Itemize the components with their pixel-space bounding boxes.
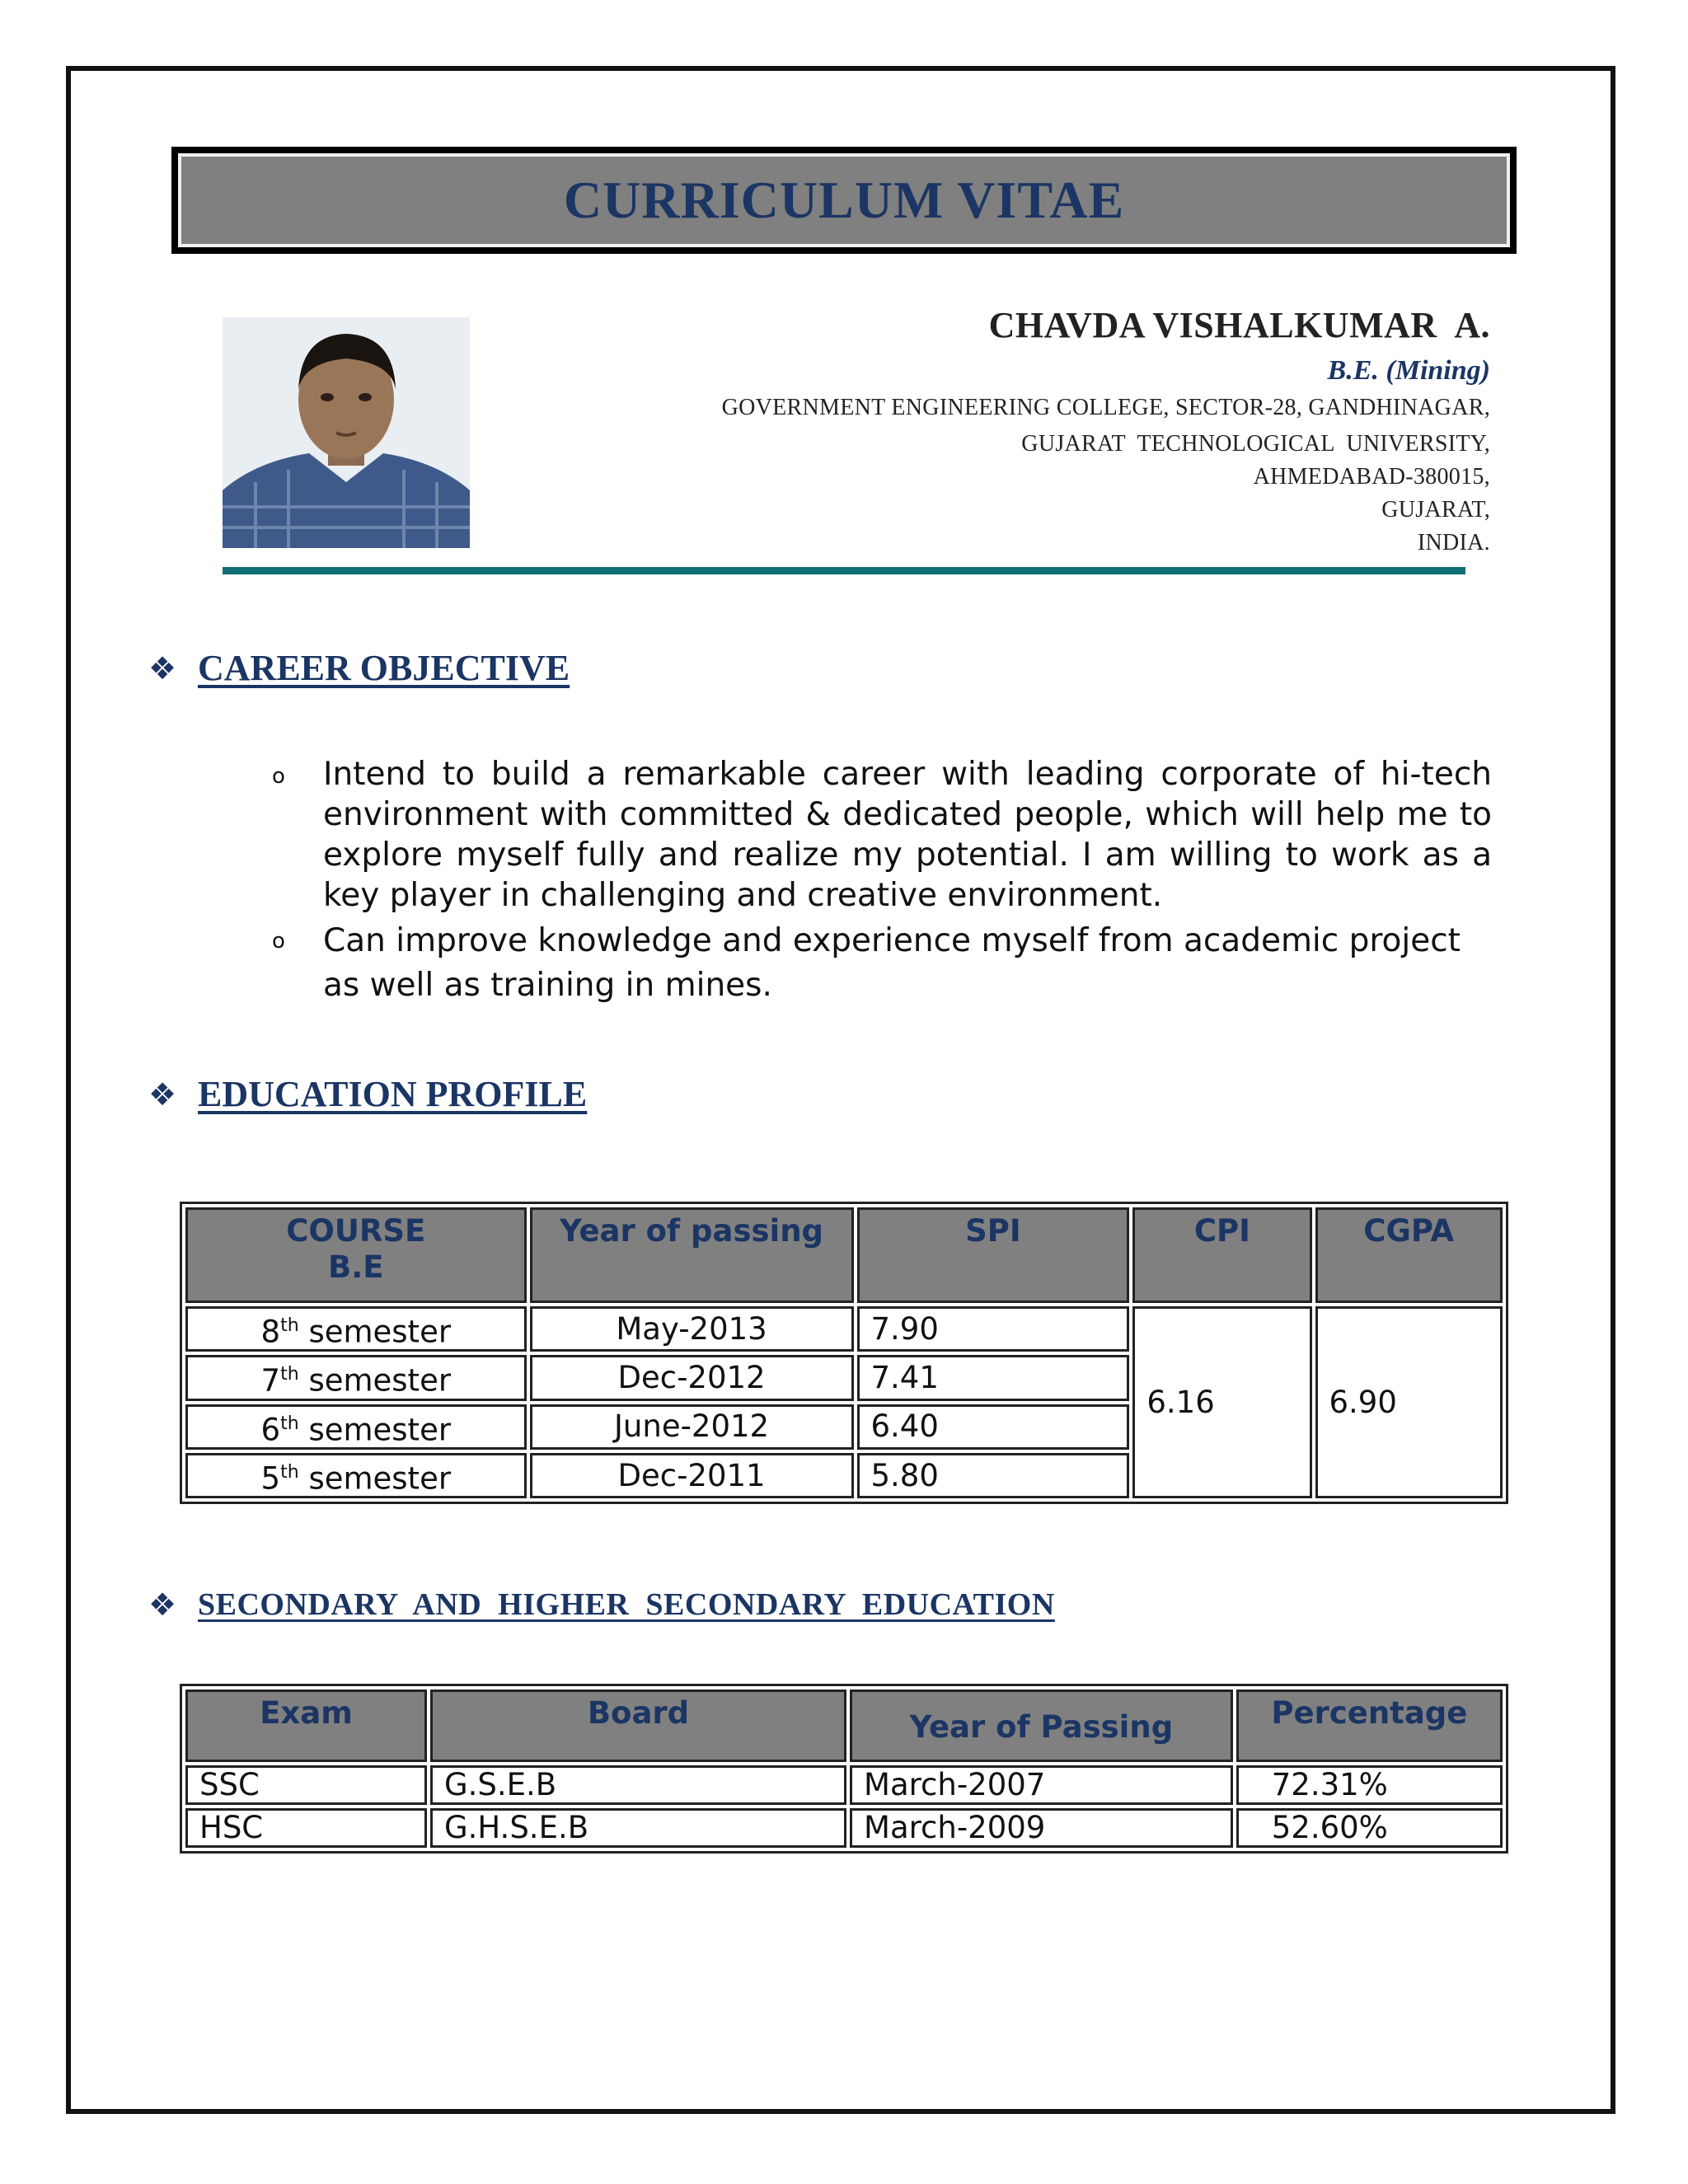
candidate-degree: B.E. (Mining) — [1327, 355, 1490, 386]
secondary-education-table — [180, 1684, 1508, 1854]
address-line: AHMEDABAD-380015, — [1253, 464, 1490, 490]
year-cell: Dec-2012 — [530, 1355, 854, 1400]
year-cell: Dec-2011 — [530, 1453, 854, 1498]
address-line: INDIA. — [1417, 530, 1490, 555]
column-header-percentage: Percentage — [1236, 1690, 1503, 1762]
semester-number: 7 — [260, 1362, 281, 1399]
semester-cell — [185, 1306, 527, 1352]
semester-number: 6 — [260, 1411, 281, 1447]
column-header-year: Year of Passing — [850, 1690, 1233, 1762]
semester-label: semester — [308, 1460, 452, 1497]
semester-label: semester — [308, 1314, 452, 1350]
cgpa-cell: 6.90 — [1315, 1306, 1503, 1498]
table-row — [185, 1306, 1503, 1352]
title-banner — [171, 147, 1517, 254]
table-header-row — [185, 1690, 1503, 1762]
spi-cell: 7.90 — [857, 1306, 1130, 1352]
year-cell: March-2007 — [850, 1765, 1233, 1805]
year-cell: May-2013 — [530, 1306, 854, 1352]
candidate-name: CHAVDA VISHALKUMAR A. — [988, 305, 1490, 345]
contact-block — [584, 301, 1490, 560]
column-header-text: COURSE — [286, 1213, 426, 1249]
board-cell: G.H.S.E.B — [430, 1808, 846, 1848]
spi-cell: 5.80 — [857, 1453, 1130, 1498]
section-secondary-education — [148, 1586, 1055, 1623]
semester-label: semester — [308, 1411, 452, 1447]
column-header-board: Board — [430, 1690, 846, 1762]
diamond-bullet-icon: ❖ — [148, 649, 177, 687]
semester-suffix: th — [280, 1315, 299, 1336]
diamond-bullet-icon: ❖ — [148, 1586, 177, 1623]
column-header-spi: SPI — [857, 1207, 1130, 1303]
semester-cell — [185, 1453, 527, 1498]
exam-cell: SSC — [185, 1765, 427, 1805]
semester-label: semester — [308, 1362, 452, 1399]
title-banner-inner — [178, 153, 1510, 247]
column-header-cgpa: CGPA — [1315, 1207, 1503, 1303]
education-profile-table — [180, 1202, 1508, 1504]
profile-photo-image — [223, 317, 470, 548]
semester-suffix: th — [280, 1364, 299, 1385]
table-row — [185, 1765, 1503, 1805]
address-line: GUJARAT TECHNOLOGICAL UNIVERSITY, — [1021, 431, 1490, 457]
page-title: CURRICULUM VITAE — [563, 171, 1125, 229]
address-line: GOVERNMENT ENGINEERING COLLEGE, SECTOR-28, GANDHINAGAR, — [721, 395, 1490, 420]
list-item — [272, 919, 1492, 1008]
section-career-objective — [148, 647, 570, 689]
semester-suffix: th — [280, 1461, 299, 1483]
year-cell: June-2012 — [530, 1404, 854, 1450]
objective-text: Intend to build a remarkable career with leading corporate of hi-tech environment with committed & dedicated people, which will help me to explore myself fully and realize my potential. I am willing to work as a key player in challenging and creative environment. — [323, 756, 1492, 914]
percentage-cell: 52.60% — [1236, 1808, 1503, 1848]
address-line: GUJARAT, — [1381, 497, 1490, 523]
column-header-course — [185, 1207, 527, 1303]
spi-cell: 6.40 — [857, 1404, 1130, 1450]
list-item — [272, 754, 1492, 916]
exam-cell: HSC — [185, 1808, 427, 1848]
column-header-exam: Exam — [185, 1690, 427, 1762]
section-heading: EDUCATION PROFILE — [198, 1074, 588, 1114]
semester-number: 8 — [260, 1314, 281, 1350]
section-education-profile — [148, 1073, 587, 1115]
year-cell: March-2009 — [850, 1808, 1233, 1848]
semester-cell — [185, 1404, 527, 1450]
cpi-cell: 6.16 — [1132, 1306, 1311, 1498]
table-header-row — [185, 1207, 1503, 1303]
semester-suffix: th — [280, 1413, 299, 1434]
circle-bullet-icon: o — [272, 764, 285, 789]
column-header-cpi: CPI — [1132, 1207, 1311, 1303]
career-objective-list — [272, 754, 1492, 1011]
column-header-year: Year of passing — [530, 1207, 854, 1303]
header-divider — [223, 567, 1465, 574]
table-row — [185, 1808, 1503, 1848]
percentage-cell: 72.31% — [1236, 1765, 1503, 1805]
spi-cell: 7.41 — [857, 1355, 1130, 1400]
objective-text: Can improve knowledge and experience myself from academic project as well as training in mines. — [323, 922, 1461, 1004]
column-header-subtext: B.E — [328, 1249, 384, 1285]
section-heading: SECONDARY AND HIGHER SECONDARY EDUCATION — [198, 1587, 1055, 1622]
diamond-bullet-icon: ❖ — [148, 1076, 177, 1113]
board-cell: G.S.E.B — [430, 1765, 846, 1805]
semester-cell — [185, 1355, 527, 1400]
profile-photo — [223, 317, 470, 548]
circle-bullet-icon: o — [272, 929, 285, 954]
section-heading: CAREER OBJECTIVE — [198, 648, 570, 688]
semester-number: 5 — [260, 1460, 281, 1497]
